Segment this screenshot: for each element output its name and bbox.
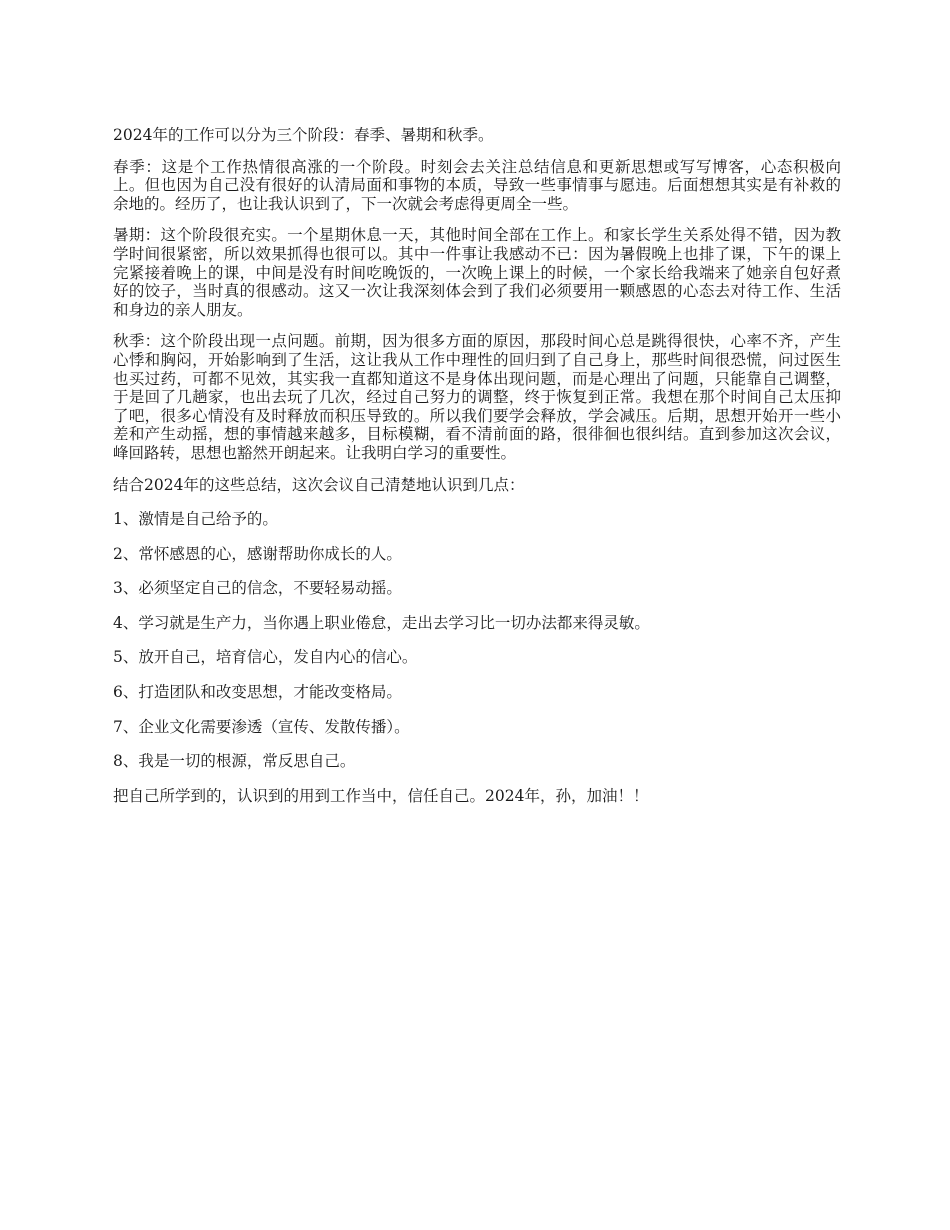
lead-paragraph: 结合2024年的这些总结，这次会议自己清楚地认识到几点： xyxy=(113,475,525,494)
autumn-paragraph: 秋季：这个阶段出现一点问题。前期，因为很多方面的原因，那段时间心总是跳得很快，心率不齐，产生心悸和胸闷，开始影响到了生活，这让我从工作中理性的回归到了自己身上，那些时间很恐慌，问过医生也买过药，可都不见效，其实我一直都知道这不是身体出现问题，而是心理出了问题，只能靠自己调整，于是回了几趟家，也出去玩了几次，经过自己努力的调整，终于恢复到正常。我想在那个时间自己太压抑了吧，很多心情没有及时释放而积压导致的。所以我们要学会释放，学会减压。后期，思想开始开一些小差和产生动摇，想的事情越来越多，目标模糊，看不清前面的路，很徘徊也很纠结。直到参加这次会议，峰回路转，思想也豁然开朗起来。让我明白学习的重要性。 xyxy=(113,332,841,462)
point-item: 6、打造团队和改变思想，才能改变格局。 xyxy=(113,683,402,702)
point-item: 1、激情是自己给予的。 xyxy=(113,510,278,529)
point-item: 4、学习就是生产力，当你遇上职业倦怠，走出去学习比一切办法都来得灵敏。 xyxy=(113,613,650,632)
closing-paragraph: 把自己所学到的，认识到的用到工作当中，信任自己。2024年，孙，加油！！ xyxy=(113,786,649,805)
spring-paragraph: 春季：这是个工作热情很高涨的一个阶段。时刻会去关注总结信息和更新思想或写写博客，心态积极向上。但也因为自己没有很好的认清局面和事物的本质，导致一些事情事与愿违。后面想想其实是有补救的余地的。经历了，也让我认识到了，下一次就会考虑得更周全一些。 xyxy=(113,157,841,213)
intro-paragraph: 2024年的工作可以分为三个阶段：春季、暑期和秋季。 xyxy=(113,126,494,144)
document-body xyxy=(113,126,841,821)
point-item: 5、放开自己，培育信心，发自内心的信心。 xyxy=(113,648,418,667)
summer-paragraph: 暑期：这个阶段很充实。一个星期休息一天，其他时间全部在工作上。和家长学生关系处得不错，因为教学时间很紧密，所以效果抓得也很可以。其中一件事让我感动不已：因为暑假晚上也排了课，下午的课上完紧接着晚上的课，中间是没有时间吃晚饭的，一次晚上课上的时候，一个家长给我端来了她亲自包好煮好的饺子，当时真的很感动。这又一次让我深刻体会到了我们必须要用一颗感恩的心态去对待工作、生活和身边的亲人朋友。 xyxy=(113,226,841,319)
point-item: 2、常怀感恩的心，感谢帮助你成长的人。 xyxy=(113,544,402,563)
point-item: 8、我是一切的根源，常反思自己。 xyxy=(113,752,356,771)
point-item: 3、必须坚定自己的信念，不要轻易动摇。 xyxy=(113,579,402,598)
point-item: 7、企业文化需要渗透（宣传、发散传播）。 xyxy=(113,717,410,736)
